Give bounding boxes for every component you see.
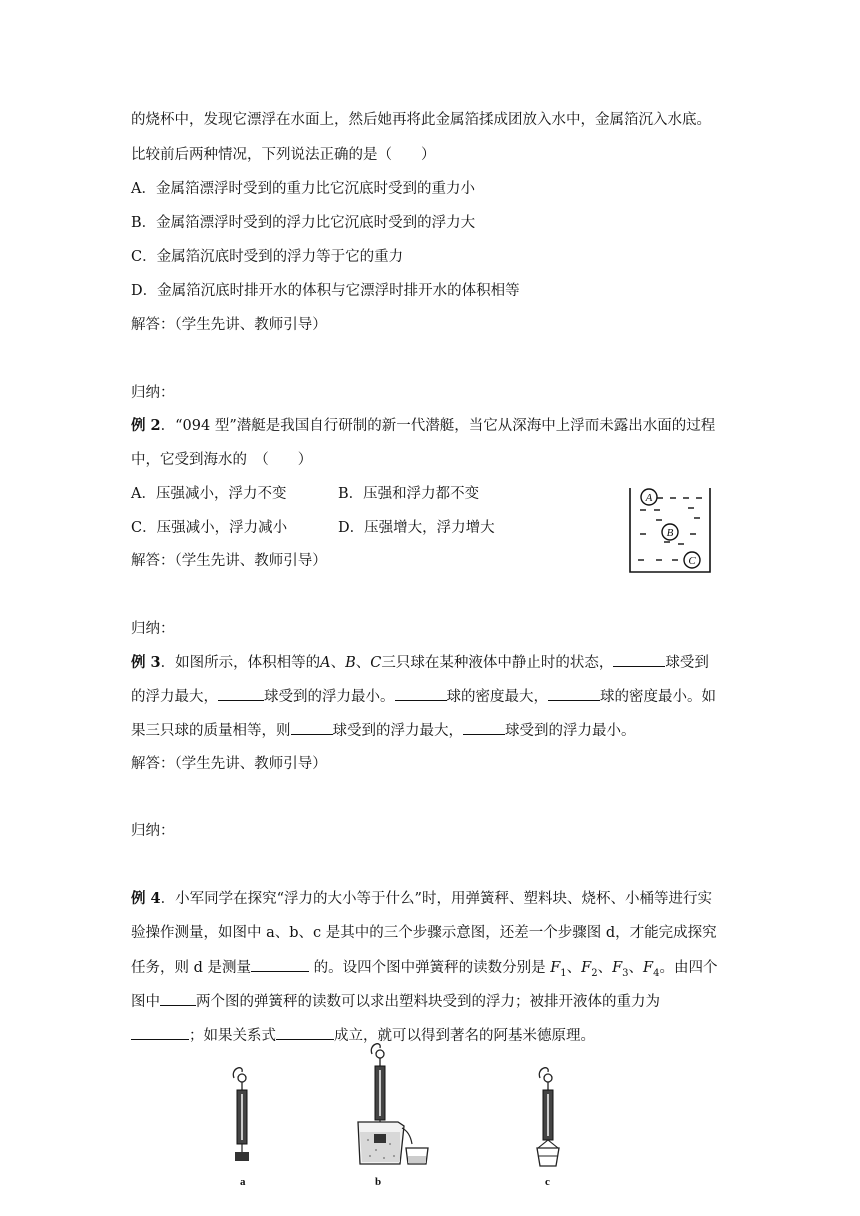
beaker-figure xyxy=(626,484,716,576)
var-f: F xyxy=(643,960,654,976)
ex3-sep: 、 xyxy=(330,655,346,671)
answer-blank[interactable] xyxy=(218,686,264,701)
ex1-summary: 归纳： xyxy=(131,385,175,401)
answer-blank[interactable] xyxy=(291,720,333,735)
ex3-line-2 xyxy=(131,686,716,707)
subscript: 2 xyxy=(591,967,598,979)
ex1-option-b: B．金属箔漂浮时受到的浮力比它沉底时受到的浮力大 xyxy=(131,215,476,231)
ex2-line-2: 中，它受到海水的 （ ） xyxy=(131,452,313,468)
ex2-answer: 解答：（学生先讲、教师引导） xyxy=(131,553,327,569)
answer-blank[interactable] xyxy=(548,686,600,701)
ex3-text: 的浮力最大， xyxy=(131,689,218,705)
ex3-text: 球的密度最大， xyxy=(446,689,548,705)
var-f: F xyxy=(612,960,623,976)
ex4-line-2: 验操作测量，如图中 a、b、c 是其中的三个步骤示意图，还差一个步骤图 d，才能完成探究 xyxy=(131,925,717,941)
figure-label-a: a xyxy=(240,1176,246,1188)
answer-blank[interactable] xyxy=(613,652,665,667)
ex1-option-a: A．金属箔漂浮时受到的重力比它沉底时受到的重力小 xyxy=(131,181,475,197)
var-f: F xyxy=(550,960,561,976)
spring-scale-figure-b xyxy=(350,1040,436,1168)
ex3-summary: 归纳： xyxy=(131,823,175,839)
plastic-block-a xyxy=(235,1152,249,1161)
ex4-sep: 、 xyxy=(628,960,644,976)
ex4-sep: 、 xyxy=(597,960,613,976)
answer-blank[interactable] xyxy=(251,957,309,972)
ex3-ball-c: C xyxy=(370,655,382,671)
ball-a-label: A xyxy=(645,492,653,504)
ex4-line-4 xyxy=(131,991,660,1012)
subscript: 3 xyxy=(622,967,629,979)
ex4-text: 的。设四个图中弹簧秤的读数分别是 xyxy=(309,960,551,976)
spring-scale-figure-c xyxy=(532,1064,568,1174)
ball-c-label: C xyxy=(688,555,696,567)
answer-blank[interactable] xyxy=(160,991,196,1006)
answer-blank[interactable] xyxy=(463,720,505,735)
ex2-option-c: C．压强减小，浮力减小 xyxy=(131,520,288,536)
ex2-option-a: A．压强减小，浮力不变 xyxy=(131,486,287,502)
ex3-label: 例 3 xyxy=(131,654,161,671)
ex4-label: 例 4 xyxy=(131,890,161,907)
ex1-option-c: C．金属箔沉底时受到的浮力等于它的重力 xyxy=(131,249,404,265)
ex3-line-3 xyxy=(131,720,636,741)
ex1-line-1: 的烧杯中，发现它漂浮在水面上，然后她再将此金属箔揉成团放入水中，金属箔沉入水底。 xyxy=(131,112,711,128)
ex3-sep: 、 xyxy=(355,655,371,671)
ex1-answer: 解答：（学生先讲、教师引导） xyxy=(131,317,327,333)
ex1-line-2: 比较前后两种情况，下列说法正确的是（ ） xyxy=(131,147,436,163)
answer-blank[interactable] xyxy=(131,1025,189,1040)
ex3-text: 球的密度最小。如 xyxy=(600,689,716,705)
subscript: 1 xyxy=(560,967,567,979)
var-f: F xyxy=(581,960,592,976)
ex4-line-1 xyxy=(131,889,712,909)
ex2-line-1 xyxy=(131,416,715,436)
ex3-line-1 xyxy=(131,652,709,673)
small-bucket-c xyxy=(537,1148,559,1166)
ex2-label: 例 2 xyxy=(131,417,161,434)
ex3-text: 球受到的浮力最大， xyxy=(332,723,463,739)
ex3-text: 球受到 xyxy=(665,655,709,671)
ex4-text: 。由四个 xyxy=(659,960,718,976)
figure-label-b: b xyxy=(375,1176,382,1188)
ex2-option-b: B．压强和浮力都不变 xyxy=(338,486,480,502)
ex4-text: 任务，则 d 是测量 xyxy=(131,960,251,976)
ex3-answer: 解答：（学生先讲、教师引导） xyxy=(131,756,327,772)
figure-label-c: c xyxy=(545,1176,550,1188)
ex2-summary: 归纳： xyxy=(131,621,175,637)
ex4-text: 图中 xyxy=(131,994,160,1010)
plastic-block-b xyxy=(374,1134,386,1143)
ex4-text: ；如果关系式 xyxy=(189,1028,276,1044)
spring-scale-figure-a xyxy=(226,1064,260,1174)
subscript: 4 xyxy=(653,967,660,979)
ex3-ball-a: A xyxy=(320,655,331,671)
ex2-option-d: D．压强增大，浮力增大 xyxy=(338,520,495,536)
ex3-text: 球受到的浮力最小。 xyxy=(505,723,636,739)
ex4-text: 成立，就可以得到著名的阿基米德原理。 xyxy=(334,1028,595,1044)
answer-blank[interactable] xyxy=(395,686,447,701)
ex3-text: 球受到的浮力最小。 xyxy=(264,689,395,705)
ex4-text: 两个图的弹簧秤的读数可以求出塑料块受到的浮力；被排开液体的重力为 xyxy=(196,994,660,1010)
ex1-option-d: D．金属箔沉底时排开水的体积与它漂浮时排开水的体积相等 xyxy=(131,283,520,299)
ball-b-label: B xyxy=(666,527,674,539)
ex3-ball-b: B xyxy=(345,655,356,671)
ex3-text: 果三只球的质量相等，则 xyxy=(131,723,291,739)
ex4-sep: 、 xyxy=(566,960,582,976)
ex3-text: 三只球在某种液体中静止时的状态， xyxy=(381,655,614,671)
ex3-text: ．如图所示，体积相等的 xyxy=(160,655,321,671)
ex4-text: ．小军同学在探究“浮力的大小等于什么”时，用弹簧秤、塑料块、烧杯、小桶等进行实 xyxy=(160,891,712,907)
answer-blank[interactable] xyxy=(276,1025,334,1040)
ex4-line-3 xyxy=(131,957,717,984)
ex2-line-1-text: ．“094 型”潜艇是我国自行研制的新一代潜艇，当它从深海中上浮而未露出水面的过程 xyxy=(160,418,716,434)
